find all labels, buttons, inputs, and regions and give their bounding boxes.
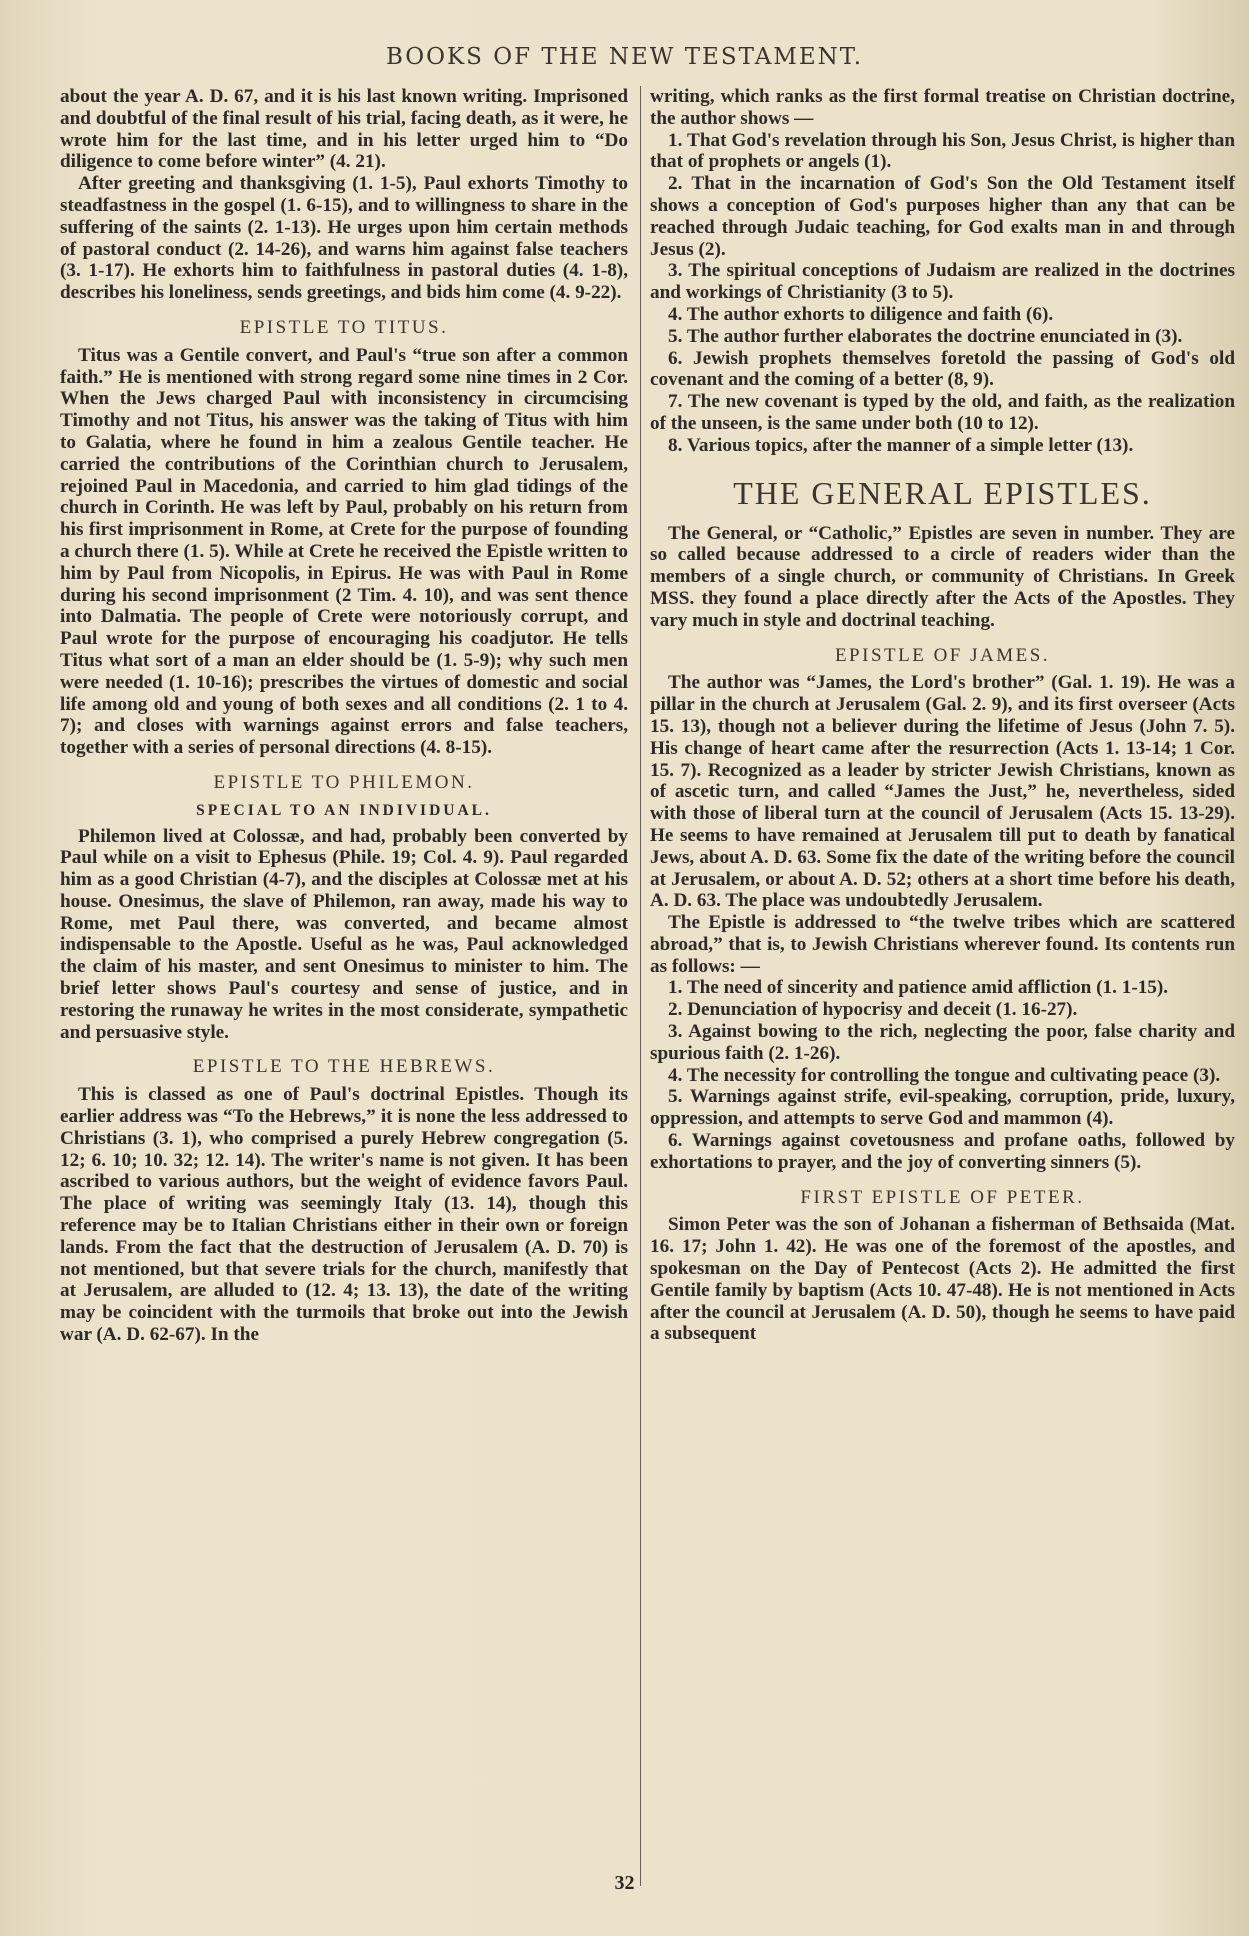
hebrews-point: 2. That in the incarnation of God's Son the Old Testament itself shows a conception of God's purposes higher than any that can be reached through Judaic teaching, for God exalts man in and through Jesus (2). — [650, 173, 1235, 260]
running-head: BOOKS OF THE NEW TESTAMENT. — [385, 44, 864, 70]
hebrews-point: 7. The new covenant is typed by the old, and faith, as the realization of the unseen, is the same under both (10 to 12). — [650, 391, 1235, 434]
james-point: 3. Against bowing to the rich, neglecting the poor, false charity and spurious faith (2. 1-26). — [650, 1021, 1235, 1064]
james-point: 1. The need of sincerity and patience amid affliction (1. 1-15). — [668, 977, 1169, 999]
timothy-summary: After greeting and thanksgiving (1. 1-5), Paul exhorts Timothy to steadfastness in the gospel (1. 6-15), and to willingness to share in the suffering of the saints (2. 1-13). He urges upon him certain methods of pastoral conduct (2. 14-26), and warns him against false teachers (3. 1-17). He exhorts him to faithfulness in pastoral duties (4. 1-8), describes his loneliness, sends greetings, and bids him come (4. 9-22). — [60, 173, 628, 304]
hebrews-paragraph-cont: writing, which ranks as the first formal treatise on Christian doctrine, the author shows — — [650, 86, 1235, 129]
philemon-subheading: SPECIAL TO AN INDIVIDUAL. — [196, 801, 492, 819]
hebrews-point: 5. The author further elaborates the doctrine enunciated in (3). — [668, 325, 1183, 347]
james-point: 6. Warnings against covetousness and profane oaths, followed by exhortations to prayer, and the joy of converting sinners (5). — [650, 1130, 1235, 1173]
left-column — [60, 86, 628, 1346]
timothy-text-end: about the year A. D. 67, and it is his last known writing. Imprisoned and doubtful of the final result of his trial, facing death, as it were, he wrote him for the last time, and in his letter urged him to “Do diligence to come before winter” (4. 21). — [60, 86, 628, 173]
james-point: 4. The necessity for controlling the tongue and cultivating peace (3). — [668, 1064, 1221, 1086]
page-number: 32 — [614, 1872, 635, 1894]
hebrews-point: 3. The spiritual conceptions of Judaism are realized in the doctrines and workings of Christianity (3 to 5). — [650, 260, 1235, 304]
james-paragraph-2: The Epistle is addressed to “the twelve tribes which are scattered abroad,” that is, to Jewish Christians wherever found. Its contents run as follows: — — [650, 912, 1235, 977]
hebrews-heading: EPISTLE TO THE HEBREWS. — [192, 1056, 496, 1078]
hebrews-point: 4. The author exhorts to diligence and faith (6). — [668, 303, 1054, 325]
philemon-paragraph: Philemon lived at Colossæ, and had, probably been converted by Paul while on a visit to Ephesus (Phile. 19; Col. 4. 9). Paul regarded him as a good Christian (4-7), and the disciples at Colossæ met at his house. Onesimus, the slave of Philemon, ran away, made his way to Rome, met Paul there, was converted, and became almost indispensable to the Apostle. Useful as he was, Paul acknowledged the claim of his master, and sent Onesimus to minister to him. The brief letter shows Paul's courtesy and sense of justice, and in restoring the runaway he writes in the most considerate, sympathetic and persuasive style. — [60, 825, 628, 1043]
right-column — [650, 86, 1235, 1345]
hebrews-point: 6. Jewish prophets themselves foretold the passing of God's old covenant and the coming of a better (8, 9). — [650, 347, 1235, 391]
james-heading: EPISTLE OF JAMES. — [834, 644, 1051, 666]
hebrews-paragraph: This is classed as one of Paul's doctrinal Epistles. Though its earlier address was “To the Hebrews,” it is none the less addressed to Christians (3. 1), who comprised a purely Hebrew congregation (5. 12; 6. 10; 10. 32; 12. 14). The writer's name is not given. It has been ascribed to various authors, but the weight of evidence favors Paul. The place of writing was seemingly Italy (13. 14), though this reference may be to Italian Christians either in their own or foreign lands. From the fact that the destruction of Jerusalem (A. D. 70) is not mentioned, but that severe trials for the church, manifestly that at Jerusalem, are alluded to (12. 4; 13. 13), the date of the writing may be coincident with the turmoils that broke out into the Jewish war (A. D. 62-67). In the — [60, 1084, 628, 1346]
hebrews-point: 1. That God's revelation through his Son, Jesus Christ, is higher than that of prophets or angels (1). — [650, 129, 1235, 173]
titus-paragraph: Titus was a Gentile convert, and Paul's “true son after a common faith.” He is mentioned with strong regard some nine times in 2 Cor. When the Jews charged Paul with inconsistency in circumcising Timothy and not Titus, his answer was the taking of Titus with him to Galatia, where he found in him a zealous Gentile teacher. He carried the contributions of the Corinthian church to Jerusalem, rejoined Paul in Macedonia, and carried to him glad tidings of the church in Corinth. He was left by Paul, probably on his return from his first imprisonment in Rome, at Crete for the purpose of founding a church there (1. 5). While at Crete he received the Epistle written to him by Paul from Nicopolis, in Epirus. He was with Paul in Rome during his second imprisonment (2 Tim. 4. 10), and was sent thence into Dalmatia. The people of Crete were notoriously corrupt, and Paul wrote for the purpose of encouraging his coadjutor. He tells Titus what sort of a man an elder should be (1. 5-9); why such men were needed (1. 10-16); prescribes the virtues of domestic and social life among old and young of both sexes and all conditions (2. 1 to 4. 7); and closes with warnings against errors and false teachers, together with a series of personal directions (4. 8-15). — [60, 344, 628, 759]
column-divider — [640, 86, 641, 1886]
hebrews-point: 8. Various topics, after the manner of a simple letter (13). — [668, 434, 1134, 456]
james-point: 5. Warnings against strife, evil-speaking, corruption, pride, luxury, oppression, and attempts to serve God and mammon (4). — [650, 1086, 1235, 1130]
peter-paragraph: Simon Peter was the son of Johanan a fisherman of Bethsaida (Mat. 16. 17; John 1. 42). He was one of the foremost of the apostles, and spokesman on the Day of Pentecost (Acts 2). He admitted the first Gentile family by baptism (Acts 10. 47-48). He is not mentioned in Acts after the council at Jerusalem (A. D. 50), though he seems to have paid a subsequent — [650, 1214, 1235, 1345]
james-paragraph: The author was “James, the Lord's brother” (Gal. 1. 19). He was a pillar in the church at Jerusalem (Gal. 2. 9), and its first overseer (Acts 15. 13), though not a believer during the lifetime of Jesus (John 7. 5). His change of heart came after the resurrection (Acts 1. 13-14; 1 Cor. 15. 7). Recognized as a leader by stricter Jewish Christians, known as of ascetic turn, and called “James the Just,” he, nevertheless, sided with those of liberal turn at the council of Jerusalem (Acts 15. 13-29). He seems to have remained at Jerusalem till put to death by fanatical Jews, about A. D. 63. Some fix the date of the writing before the council at Jerusalem, or about A. D. 52; others at a short time before his death, A. D. 63. The place was undoubtedly Jerusalem. — [650, 672, 1235, 912]
philemon-heading: EPISTLE TO PHILEMON. — [213, 771, 475, 793]
titus-heading: EPISTLE TO TITUS. — [239, 316, 449, 338]
james-point: 2. Denunciation of hypocrisy and deceit (1. 16-27). — [668, 999, 1078, 1021]
peter-heading: FIRST EPISTLE OF PETER. — [800, 1186, 1085, 1208]
general-epistles-paragraph: The General, or “Catholic,” Epistles are seven in number. They are so called because addressed to a circle of readers wider than the members of a single church, or community of Christians. In Greek MSS. they found a place directly after the Acts of the Apostles. They vary much in style and doctrinal teaching. — [650, 522, 1235, 631]
general-epistles-heading: THE GENERAL EPISTLES. — [733, 474, 1152, 511]
